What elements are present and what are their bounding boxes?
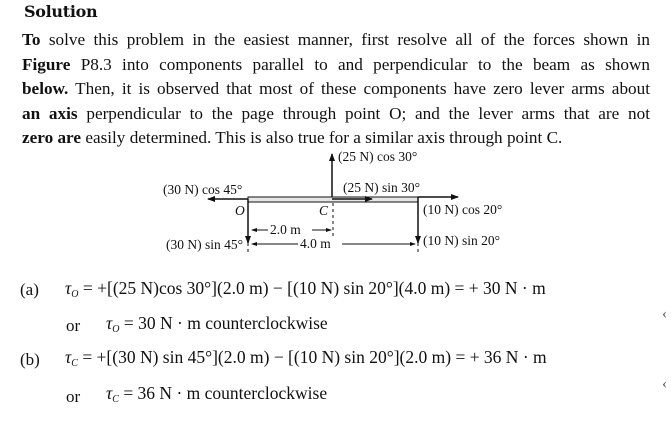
intro-line-4-lead: an axis — [22, 103, 78, 123]
intro-line-3-text: Then, it is observed that most of these components have zero lever arms about — [68, 79, 650, 98]
intro-line-2-text: P8.3 into components parallel to and perpendicular to the beam as shown — [70, 54, 650, 74]
intro-line-5-lead: zero are — [22, 128, 82, 147]
tau-subscript: C — [71, 358, 78, 369]
part-a-result — [106, 313, 328, 335]
part-b-equation-text: = +[(30 N) sin 45°](2.0 m) − [(10 N) sin 20°](2.0 m) = + 36 N · m — [77, 347, 547, 367]
edge-mark-2: ‹ — [662, 376, 667, 392]
intro-line-5-text: easily determined. This is also true for a similar axis through point C. — [81, 128, 563, 147]
intro-paragraph — [22, 28, 650, 151]
edge-mark-1: ‹ — [662, 306, 667, 322]
intro-line-1-text: solve this problem in the easiest manner, first resolve all of the forces shown in — [40, 30, 650, 49]
label-25n-sin30: (25 N) sin 30° — [343, 180, 421, 195]
tau-symbol: τ — [106, 383, 113, 403]
label-10n-sin20: (10 N) sin 20° — [423, 233, 501, 248]
intro-line-4 — [22, 102, 650, 127]
tau-symbol: τ — [65, 278, 72, 298]
part-b-tag: (b) — [20, 350, 40, 369]
intro-line-2-lead: Figure — [22, 54, 71, 74]
part-b-equation — [65, 347, 547, 369]
intro-line-1 — [22, 28, 650, 53]
intro-line-2 — [22, 53, 650, 78]
tau-symbol: τ — [106, 313, 113, 333]
beam-diagram-graphic — [0, 145, 671, 260]
part-a-equation-text: = +[(25 N)cos 30°](2.0 m) − [(10 N) sin 20°](4.0 m) = + 30 N · m — [78, 278, 546, 298]
part-b-or: or — [66, 387, 81, 406]
label-30n-cos45: (30 N) cos 45° — [163, 182, 243, 197]
dim-4m-label: 4.0 m — [300, 236, 331, 251]
solution-heading: Solution — [24, 2, 98, 21]
tau-subscript: O — [71, 289, 79, 300]
part-a-equation — [65, 278, 546, 300]
tau-subscript: C — [112, 394, 119, 405]
part-b-result — [106, 383, 327, 405]
label-10n-cos20: (10 N) cos 20° — [423, 202, 503, 217]
part-b-result-text: = 36 N · m counterclockwise — [118, 383, 328, 403]
part-a-or: or — [66, 316, 81, 335]
point-c-label: C — [319, 203, 329, 218]
intro-line-3-lead: below. — [22, 79, 69, 98]
tau-subscript: O — [112, 324, 120, 335]
intro-line-1-lead: To — [22, 30, 41, 49]
intro-line-4-text: perpendicular to the page through point O; and the lever arms that are not — [77, 103, 650, 123]
intro-line-3 — [22, 77, 650, 102]
point-o-label: O — [235, 203, 245, 218]
part-a-tag: (a) — [20, 280, 39, 299]
label-30n-sin45: (30 N) sin 45° — [166, 237, 244, 252]
part-a-result-text: = 30 N · m counterclockwise — [119, 313, 328, 333]
dim-2m-label: 2.0 m — [270, 222, 301, 237]
tau-symbol: τ — [65, 347, 72, 367]
beam-force-diagram — [0, 145, 671, 260]
label-25n-cos30: (25 N) cos 30° — [338, 149, 418, 164]
